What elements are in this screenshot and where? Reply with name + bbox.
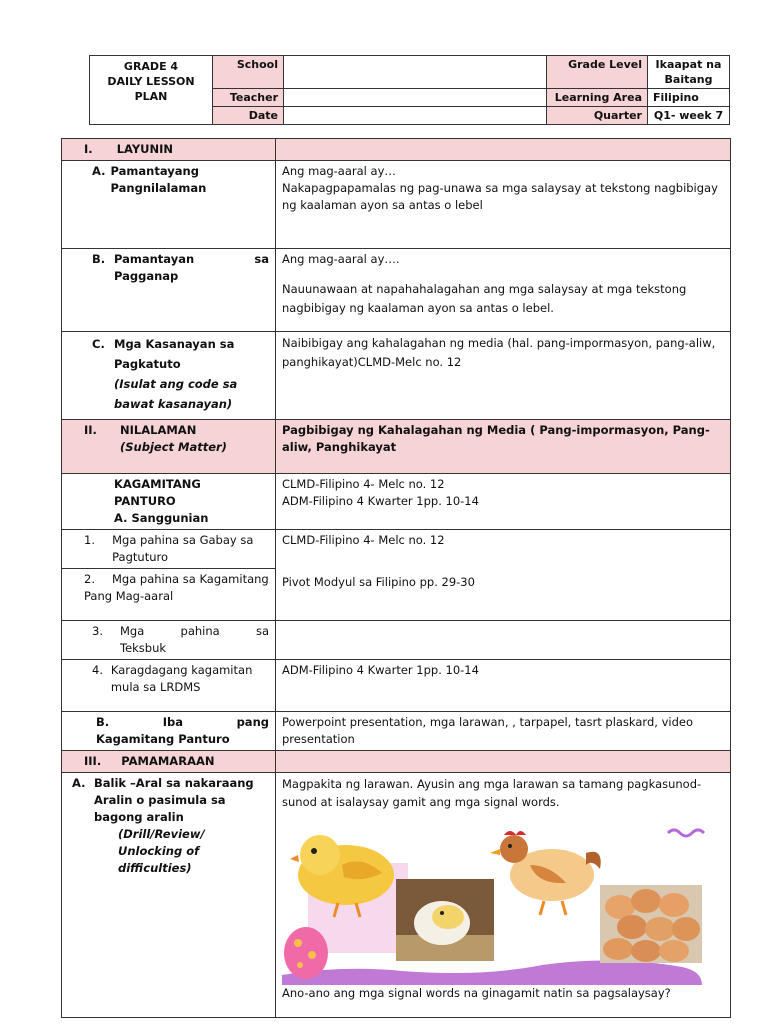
section-title: PAMAMARAAN xyxy=(121,754,215,768)
section-nilalaman: II. NILALAMAN (Subject Matter) Pagbibigay ng Kahalagahan ng Media ( Pang-impormasyon, Pang-aliw, Panghikayat xyxy=(62,420,731,474)
row-text: Pagbibigay ng Kahalagahan ng Media ( Pang-impormasyon, Pang-aliw, Panghikayat xyxy=(282,423,710,454)
row-text: ADM-Filipino 4 Kwarter 1pp. 10-14 xyxy=(282,663,479,677)
row-iba-pang-kagamitan: B. Iba pang Kagamitang Panturo Powerpoint presentation, mga larawan, , tarpapel, tasrt plaskard, video presentation xyxy=(62,712,731,751)
purple-ground xyxy=(282,960,702,985)
school-value[interactable] xyxy=(284,56,547,89)
row-item-2: 2. Mga pahina sa Kagamitang Pang Mag-aaral xyxy=(62,569,731,621)
hatching-egg-image xyxy=(396,879,494,961)
lesson-plan-header xyxy=(89,55,730,125)
learning-area-value: Filipino xyxy=(648,89,730,107)
section-number: III. xyxy=(84,754,102,768)
row-text: Pivot Modyul sa Filipino pp. 29-30 xyxy=(282,575,475,589)
row-label: Balik –Aral sa nakaraang Aralin o pasimula sa bagong aralin xyxy=(94,776,254,824)
row-pamantayan-sa-pagganap: B. Pamantayan sa Pagganap Ang mag-aaral ay…. Nauunawaan at napahahalagahan ang mga salaysay at mga tekstong nagbibigay ng kaalaman ayon sa antas o lebel. xyxy=(62,249,731,332)
row-label: Karagdagang kagamitan mula sa LRDMS xyxy=(110,663,253,694)
row-text: Ang mag-aaral ay… xyxy=(282,164,396,178)
section-number: I. xyxy=(84,142,93,156)
eggs-image xyxy=(600,885,702,963)
squiggle-decoration xyxy=(668,830,704,836)
row-label: Pamantayang Pangnilalaman xyxy=(110,164,207,195)
row-mga-kasanayan: C. Mga Kasanayan sa Pagkatuto (Isulat ang code sa bawat kasanayan) Naibibigay ang kahalagahan ng media (hal. pang-impormasyon, pang-aliw, panghikayat)CLMD-Melc no. 12 xyxy=(62,332,731,420)
lesson-plan-body xyxy=(61,138,731,1018)
row-item-4: 4. Karagdagang kagamitan mula sa LRDMS ADM-Filipino 4 Kwarter 1pp. 10-14 xyxy=(62,660,731,712)
quarter-value: Q1- week 7 xyxy=(648,107,730,125)
section-title: NILALAMAN xyxy=(120,423,197,437)
date-value[interactable] xyxy=(284,107,547,125)
row-label: Mga pahina sa Gabay sa Pagtuturo xyxy=(112,533,254,564)
quarter-label: Quarter xyxy=(547,107,648,125)
row-balik-aral: A. Balik –Aral sa nakaraang Aralin o pasimula sa bagong aralin (Drill/Review/ Unlocking of difficulties) Magpakita ng larawan. Ayusin ang mga larawan sa tamang pagkasunod-sunod at isalaysay gamit ang mga signal words. Ano-ano ang mga signal words na ginagamit natin sa pagsalaysay? xyxy=(62,773,731,1018)
school-label: School xyxy=(213,56,284,89)
egg-to-chicken-illustration xyxy=(282,825,722,985)
grade-level-label: Grade Level xyxy=(547,56,648,89)
row-text: ADM-Filipino 4 Kwarter 1pp. 10-14 xyxy=(282,494,479,508)
section-pamamaraan xyxy=(62,751,731,773)
learning-area-label: Learning Area xyxy=(547,89,648,107)
row-text: CLMD-Filipino 4- Melc no. 12 xyxy=(282,533,445,547)
row-text: Ang mag-aaral ay…. xyxy=(282,252,400,266)
row-text: Ano-ano ang mga signal words na ginagamit natin sa pagsalaysay? xyxy=(282,986,671,1000)
row-item-3: 3. Mga pahina sa Teksbuk xyxy=(62,621,731,660)
row-text: CLMD-Filipino 4- Melc no. 12 xyxy=(282,477,445,491)
illustration-svg xyxy=(282,825,722,985)
section-title: LAYUNIN xyxy=(116,142,174,156)
teacher-value[interactable] xyxy=(284,89,547,107)
row-text xyxy=(276,621,731,660)
row-text: Magpakita ng larawan. Ayusin ang mga larawan sa tamang pagkasunod-sunod at isalaysay gamit ang mga signal words. xyxy=(282,777,702,809)
teacher-label: Teacher xyxy=(213,89,284,107)
section-layunin xyxy=(62,139,731,161)
dlp-title: GRADE 4 DAILY LESSON PLAN xyxy=(90,56,213,125)
grade-level-value: Ikaapat na Baitang xyxy=(648,56,730,89)
hen-image xyxy=(490,831,601,915)
row-text: Nauunawaan at napahahalagahan ang mga salaysay at mga tekstong nagbibigay ng kaalaman ayon sa antas o lebel. xyxy=(282,282,687,315)
row-kagamitang-panturo: KAGAMITANG PANTURO A. Sanggunian CLMD-Filipino 4- Melc no. 12 ADM-Filipino 4 Kwarter 1pp. 10-14 xyxy=(62,474,731,530)
row-text: Naibibigay ang kahalagahan ng media (hal. pang-impormasyon, pang-aliw, panghikayat)CLMD-Melc no. 12 xyxy=(282,336,716,369)
row-item-1: 1. Mga pahina sa Gabay sa Pagtuturo CLMD-Filipino 4- Melc no. 12 Pivot Modyul sa Filipino pp. 29-30 xyxy=(62,530,731,569)
row-pamantayang-pangnilalaman: A. Pamantayang Pangnilalaman Ang mag-aaral ay… Nakapagpapamalas ng pag-unawa sa mga salaysay at tekstong nagbibigay ng kaalaman ayon sa antas o lebel xyxy=(62,161,731,249)
row-text: Nakapagpapamalas ng pag-unawa sa mga salaysay at tekstong nagbibigay ng kaalaman ayon sa antas o lebel xyxy=(282,181,718,212)
row-text: Powerpoint presentation, mga larawan, , tarpapel, tasrt plaskard, video presentation xyxy=(282,715,693,746)
polka-egg-decoration xyxy=(284,927,328,979)
date-label: Date xyxy=(213,107,284,125)
row-label: Mga pahina sa Kagamitang Pang Mag-aaral xyxy=(84,572,269,603)
